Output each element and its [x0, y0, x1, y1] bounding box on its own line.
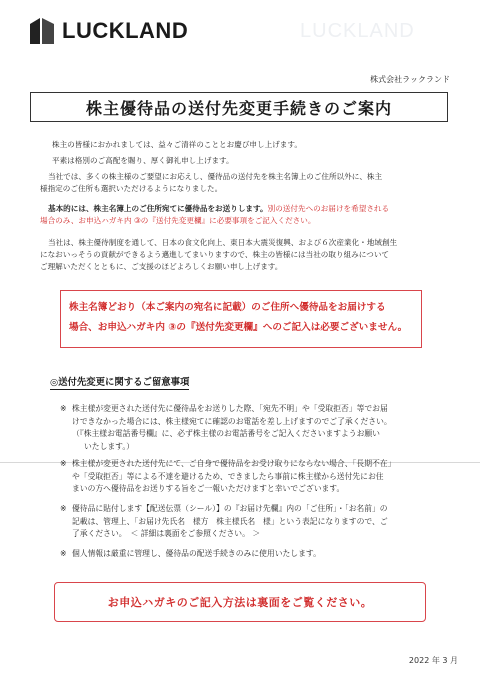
title-box — [30, 92, 448, 122]
note-line: 優待品に貼付します【配送伝票（シール）】の『お届け先欄』内の「ご住所」・「お名前」の — [72, 504, 388, 513]
note-line: 株主様が変更された送付先にて、ご自身で優待品をお受け取りにならない場合、「長期不在」 — [72, 459, 396, 468]
intro-p5-line1: 当社は、株主優待制度を通して、日本の食文化向上、東日本大震災復興、および６次産業化・地域創生 — [48, 238, 398, 247]
note-line: いたします。） — [84, 441, 135, 451]
bottom-notice-box — [54, 582, 426, 622]
page-title: 株主優待品の送付先変更手続きのご案内 — [85, 98, 392, 118]
note-line: 株主様が変更された送付先に優待品をお送りした際、「宛先不明」や「受取拒否」等でお届 — [72, 404, 388, 413]
intro-paragraph-1: 株主の皆様におかれましては、益々ご清祥のこととお慶び申し上げます。 — [52, 140, 302, 149]
logo-text: LUCKLAND — [62, 18, 189, 43]
bottom-notice-text: お申込ハガキのご記入方法は裏面をご覧ください。 — [107, 596, 373, 609]
luckland-logo-icon — [30, 18, 54, 44]
logo — [30, 18, 188, 44]
note-mark: ※ — [60, 459, 67, 468]
note-mark: ※ — [60, 549, 67, 558]
note-mark: ※ — [60, 504, 67, 513]
section-heading-text: ◎送付先変更に関するご留意事項 — [50, 377, 190, 388]
intro-paragraph-4 — [40, 203, 462, 227]
note-item — [60, 403, 450, 453]
notice-line-1: 株主名簿どおり（本ご案内の宛名に記載）のご住所へ優待品をお届けする — [69, 302, 386, 313]
intro-paragraph-2: 平素は格別のご高配を賜り、厚く御礼申し上げます。 — [52, 156, 234, 165]
note-line: 個人情報は厳重に管理し、優待品の配送手続きのみに使用いたします。 — [72, 549, 321, 558]
intro-paragraph-3 — [40, 171, 458, 195]
logo-ghost-watermark: LUCKLAND — [300, 20, 415, 42]
issue-date: 2022 年 3 月 — [408, 656, 458, 665]
note-line: や「受取拒否」等による不達を避けるため、できましたら事前に株主様から送付先にお住 — [72, 471, 384, 481]
note-line: まいの方へ優待品をお送りする旨をご一報いただけますと幸いでございます。 — [72, 484, 345, 494]
note-item — [60, 503, 450, 541]
intro-p3-line1: 当社では、多くの株主様のご要望にお応えし、優待品の送付先を株主名簿上のご住所以外に、株主 — [48, 172, 383, 181]
intro-p3-line2: 様指定のご住所も選択いただけるようになりました。 — [40, 184, 223, 193]
note-line: けできなかった場合には、株主様宛てに確認のお電話を差し上げますのでご了承ください。 — [72, 416, 392, 426]
intro-p4-red1: 別の送付先へのお届けを希望される — [267, 204, 390, 213]
note-item — [60, 548, 450, 561]
intro-paragraph-5 — [40, 237, 462, 273]
note-item — [60, 458, 450, 496]
notice-box — [60, 290, 422, 348]
company-name: 株式会社ラックランド — [370, 75, 450, 84]
section-heading — [50, 374, 189, 388]
notice-line-2: 場合、お申込ハガキ内 ③の『送付先変更欄』へのご記入は必要ございません。 — [69, 322, 408, 333]
intro-p5-line2: になおいっそうの貢献ができるよう邁進してまいりますので、株主の皆様には当社の取り組みについて — [40, 250, 390, 259]
intro-p4-black: 基本的には、株主名簿上のご住所宛てに優待品をお送りします。 — [48, 204, 268, 213]
note-line: （『株主様お電話番号欄』に、必ず株主様のお電話番号をご記入くださいますようお願い — [72, 429, 380, 439]
note-line: 記載は、管理上、「お届け先氏名 様方 株主様氏名 様」という表記になりますので、ご — [72, 516, 388, 526]
note-mark: ※ — [60, 404, 67, 413]
intro-p4-red2: 場合のみ、お申込ハガキ内 ③の『送付先変更欄』に必要事項をご記入ください。 — [40, 216, 316, 225]
intro-p5-line3: ご理解いただくとともに、ご支援のほどよろしくお願い申し上げます。 — [40, 262, 283, 271]
note-line: 了承ください。 ＜ 詳細は裏面をご参照ください。 ＞ — [72, 529, 261, 539]
